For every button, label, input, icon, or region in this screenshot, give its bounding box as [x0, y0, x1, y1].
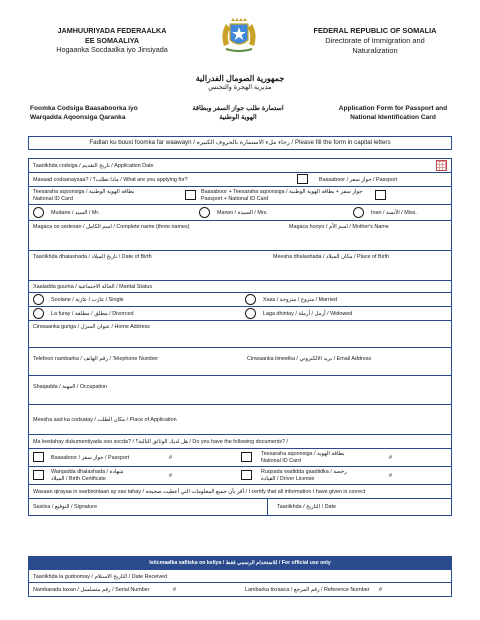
- form-title-english-line1: Application Form for Passport and: [338, 105, 448, 112]
- row-signature[interactable]: [29, 499, 451, 515]
- row-birth[interactable]: [29, 251, 451, 281]
- id-card-checkbox[interactable]: [185, 190, 196, 200]
- row-home-address[interactable]: [29, 321, 451, 348]
- form-title-english-line2: National Identification Card: [350, 114, 436, 121]
- header-left-line3: Hogaanka Socdaalka iyo Jinsiyada: [56, 45, 168, 55]
- mothers-name-label: Magaca hooyo / اسم الأم / Mother's Name: [289, 224, 389, 230]
- form-title-somali: [30, 104, 160, 122]
- row-names[interactable]: [29, 221, 451, 251]
- doc-birth-label-1: Warqadda dhalashada / شهادة: [51, 469, 124, 475]
- doc-birth-label-2: الميلاد / Birth Certificate: [51, 476, 106, 482]
- applying-for-label: Maxaad codsanaysaa? / ماذا تطلب؟ / What are you applying for?: [33, 177, 188, 183]
- doc-id-checkbox[interactable]: [241, 452, 252, 462]
- doc-id-number-hash: #: [389, 455, 392, 461]
- official-use-section: [28, 556, 452, 597]
- occupation-label: Shaqadda / المهنة / Occupation: [33, 384, 108, 390]
- calendar-icon[interactable]: [436, 160, 447, 171]
- signature-label: Saxiixa / التوقيع / Signature: [33, 504, 98, 510]
- row-card-options: [29, 187, 451, 205]
- email-label: Cinwaanka iimeelka / بريد الالكتروني / Email Address: [247, 356, 372, 362]
- row-numbers[interactable]: [29, 583, 451, 596]
- header-somali: [22, 26, 202, 55]
- mr-label: Mudane / السيد / Mr.: [51, 210, 100, 216]
- dob-label: Taariikhda dhalashada / تاريخ الميلاد / Date of Birth: [33, 254, 152, 260]
- row-place-of-application[interactable]: [29, 405, 451, 435]
- widowed-label: Laga dhintay / أرمل / أرملة / Widowed: [263, 311, 353, 317]
- row-application-date[interactable]: [29, 159, 451, 173]
- signature-divider: [267, 499, 268, 515]
- row-marital-header: [29, 281, 451, 293]
- reference-number-hash: #: [379, 587, 382, 593]
- serial-number-hash: #: [173, 587, 176, 593]
- single-radio[interactable]: [33, 294, 44, 305]
- passport-checkbox[interactable]: [297, 174, 308, 184]
- form-title-somali-line2: Warqadda Aqoonsiga Qaranka: [30, 114, 126, 121]
- form-title-somali-line1: Foomka Codsiga Baasaboorka iyo: [30, 105, 138, 112]
- mrs-radio[interactable]: [199, 207, 210, 218]
- doc-id-label-2: National ID Card: [261, 458, 301, 464]
- widowed-radio[interactable]: [245, 308, 256, 319]
- doc-license-checkbox[interactable]: [241, 470, 252, 480]
- row-docs-2: [29, 467, 451, 485]
- home-address-label: Cinwaanka guriga / عنوان المنزل / Home Address: [33, 324, 150, 330]
- header-arabic-title: جمهورية الصومال الفدرالية: [195, 74, 285, 83]
- miss-label: Inan / الآنسة / Miss.: [371, 210, 417, 216]
- both-option-label-2: Passport + National ID Card: [201, 196, 269, 202]
- form-title-arabic-line1: استمارة طلب جواز السفر وبطاقة: [192, 105, 284, 112]
- doc-license-label-1: Ruqsada wadidda gaadiidka / رخصة: [261, 469, 347, 475]
- id-card-option-label-2: National ID Card: [33, 196, 73, 202]
- row-docs-1: [29, 449, 451, 467]
- mr-radio[interactable]: [33, 207, 44, 218]
- doc-id-label-1: Teesaraha aqoonsiga / بطاقة الهوية: [261, 451, 345, 457]
- header-left-line1: JAMHUURIYADA FEDERAALKA: [57, 26, 167, 35]
- form-title-arabic: [168, 104, 308, 122]
- doc-license-number-hash: #: [389, 473, 392, 479]
- doc-license-label-2: القيادة / Driver License: [261, 476, 315, 482]
- row-applying-for: [29, 173, 451, 187]
- header-english: [290, 26, 460, 55]
- header-right-line1: FEDERAL REPUBLIC OF SOMALIA: [313, 26, 437, 35]
- official-use-heading: Isticmaalka xafiiska oo keliya / للاستخدام الرسمي فقط / For official use only: [29, 557, 451, 570]
- certify-statement: Waxaan qirayaa in warbixintaan ay sax tahay / أقر بأن جميع المعلومات التي أعطيت صحيحة / I certify that all information I have given is correct: [33, 489, 366, 495]
- documents-question-label: Ma leedahay dukumentiyada soo socda? / هل لديك الوثائق التالية؟ / Do you have the following documents? /: [33, 439, 289, 445]
- date-label: Taariikhda / التاريخ / Date: [277, 504, 336, 510]
- header-right-line3: Naturalization: [352, 45, 398, 55]
- row-contact[interactable]: [29, 348, 451, 376]
- row-marital-2: [29, 307, 451, 321]
- row-title: [29, 205, 451, 221]
- mrs-label: Marwo / السيدة / Mrs.: [217, 210, 268, 216]
- row-date-received[interactable]: [29, 570, 451, 583]
- full-name-label: Magaca oo sedexan / اسم الكامل / Complete name (three names): [33, 224, 190, 230]
- capital-letters-note: Fadlan ku buuxi foomka far waawayn / رجاء ملء الاستمارة بالحروف الكبيرة / Please fill the form in capital letters: [28, 136, 452, 150]
- married-label: Xaas / متزوج / متزوجة / Married: [263, 297, 337, 303]
- both-checkbox[interactable]: [375, 190, 386, 200]
- form-title-english: [318, 104, 468, 122]
- telephone-label: Telefoon nambarka / رقم الهاتف / Telephone Number: [33, 356, 159, 362]
- application-form: [28, 158, 452, 516]
- miss-radio[interactable]: [353, 207, 364, 218]
- header-arabic-subtitle: مديرية الهجرة والتجنس: [208, 84, 272, 91]
- reference-number-label: Lambarka tixraaca / رقم المرجع / Reference Number: [245, 587, 370, 593]
- married-radio[interactable]: [245, 294, 256, 305]
- divorced-label: La furay / مطلق / مطلقة / Divorced: [51, 311, 134, 317]
- passport-option-label: Baasaboor / جواز سفر / Passport: [319, 177, 398, 183]
- divorced-radio[interactable]: [33, 308, 44, 319]
- header-right-line2: Directorate of Immigration and: [325, 35, 425, 45]
- row-certify: [29, 485, 451, 499]
- pob-label: Meesha dhalashada / مكان الميلاد / Place of Birth: [273, 254, 390, 260]
- doc-passport-checkbox[interactable]: [33, 452, 44, 462]
- both-option-label-1: Baasaboor + Teesaraha aqoonsiga / جواز سفر + بطاقة الهوية الوطنية: [201, 189, 363, 195]
- row-documents-question: [29, 435, 451, 449]
- doc-birth-number-hash: #: [169, 473, 172, 479]
- place-of-application-label: Meesha aad ka codsatay / مكان الطلب / Place of Application: [33, 417, 177, 423]
- marital-status-label: Xaaladda guurka / الحالة الاجتماعية / Marital Status: [33, 284, 153, 290]
- application-date-label: Taariikhda codsiga / تاريخ التقديم / Application Date: [33, 163, 154, 169]
- doc-birth-checkbox[interactable]: [33, 470, 44, 480]
- row-occupation[interactable]: [29, 376, 451, 405]
- somalia-coat-of-arms-icon: [218, 16, 260, 56]
- form-title-arabic-line2: الهوية الوطنية: [219, 114, 257, 121]
- serial-number-label: Nambarada taxan / رقم متسلسل / Serial Number: [33, 587, 150, 593]
- doc-passport-number-hash: #: [169, 455, 172, 461]
- row-marital-1: [29, 293, 451, 307]
- single-label: Soolane / عازب / عازبة / Single: [51, 297, 124, 303]
- header-left-line2: EE SOMAALIYA: [84, 35, 140, 45]
- id-card-option-label-1: Teesaraha aqoonsiga / بطاقة الهوية الوطنية: [33, 189, 135, 195]
- doc-passport-label: Baasaboor / جواز سفر / Passport: [51, 455, 130, 461]
- date-received-label: Taariikhda la gudoomay / التاريخ الاستلام / Date Received: [33, 574, 168, 580]
